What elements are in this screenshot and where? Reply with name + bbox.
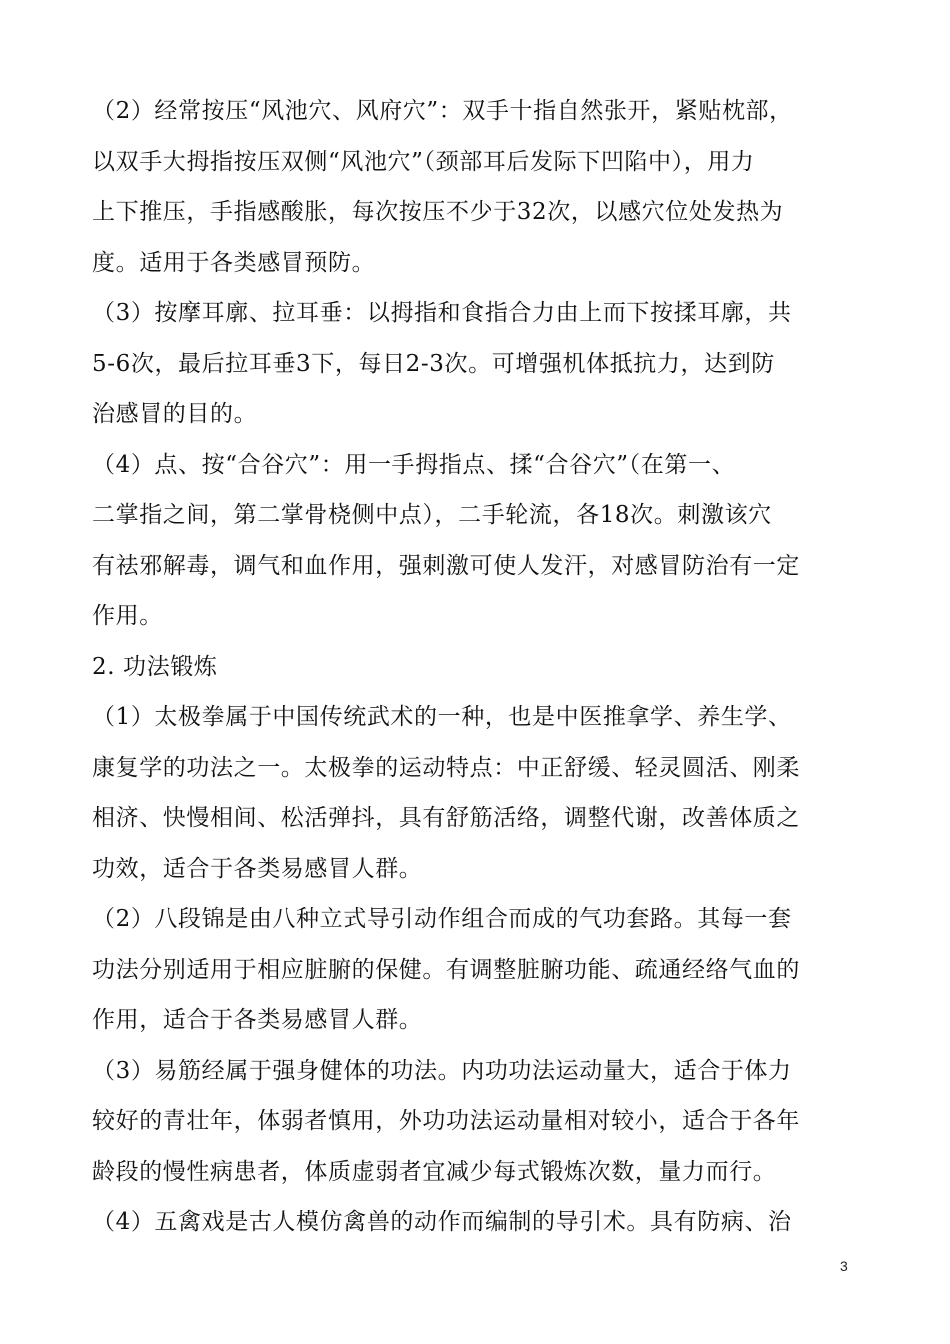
text-line: 上下推压，手指感酸胀，每次按压不少于32次，以感穴位处发热为 [92,199,784,225]
text-line: 治感冒的目的。 [92,401,258,427]
text-line: 相济、快慢相间、松活弹抖，具有舒筋活络，调整代谢，改善体质之 [92,805,800,831]
text-line: 较好的青壮年，体弱者慎用，外功功法运动量相对较小，适合于各年 [92,1108,800,1134]
text-line: （4）五禽戏是古人模仿禽兽的动作而编制的导引术。具有防病、治 [92,1209,792,1235]
text-line: （4）点、按“合谷穴”：用一手拇指点、揉“合谷穴”（在第一、 [92,451,736,478]
text-line: 作用，适合于各类易感冒人群。 [92,1007,423,1033]
text-line: （1）太极拳属于中国传统武术的一种，也是中医推拿学、养生学、 [92,704,792,730]
page-number: 3 [840,1258,848,1274]
text-line: 功法分别适用于相应脏腑的保健。有调整脏腑功能、疏通经络气血的 [92,956,800,983]
text-line: 康复学的功法之一。太极拳的运动特点：中正舒缓、轻灵圆活、刚柔 [92,754,800,781]
text-line: （2）八段锦是由八种立式导引动作组合而成的气功套路。其每一套 [92,906,792,932]
text-line: 有祛邪解毒，调气和血作用，强刺激可使人发汗，对感冒防治有一定 [92,552,800,579]
text-line: 二掌指之间，第二掌骨桡侧中点），二手轮流，各18次。刺激该穴 [92,502,772,528]
text-line: 5-6次，最后拉耳垂3下，每日2-3次。可增强机体抵抗力，达到防 [92,350,775,377]
text-line: 作用。 [92,603,163,629]
text-line: 龄段的慢性病患者，体质虚弱者宜减少每式锻炼次数，量力而行。 [92,1158,777,1185]
body-text [92,86,864,1248]
text-line: 功效，适合于各类易感冒人群。 [92,855,423,882]
text-line: （3）易筋经属于强身健体的功法。内功功法运动量大，适合于体力 [92,1057,792,1084]
text-line: 度。适用于各类感冒预防。 [92,249,376,276]
text-line: （3）按摩耳廓、拉耳垂：以拇指和食指合力由上而下按揉耳廓，共 [92,300,792,326]
text-line: （2）经常按压“风池穴、风府穴”：双手十指自然张开，紧贴枕部， [92,98,793,124]
text-line: 以双手大拇指按压双侧“风池穴”（颈部耳后发际下凹陷中），用力 [92,148,755,175]
section-heading: 2. 功法锻炼 [92,653,218,680]
